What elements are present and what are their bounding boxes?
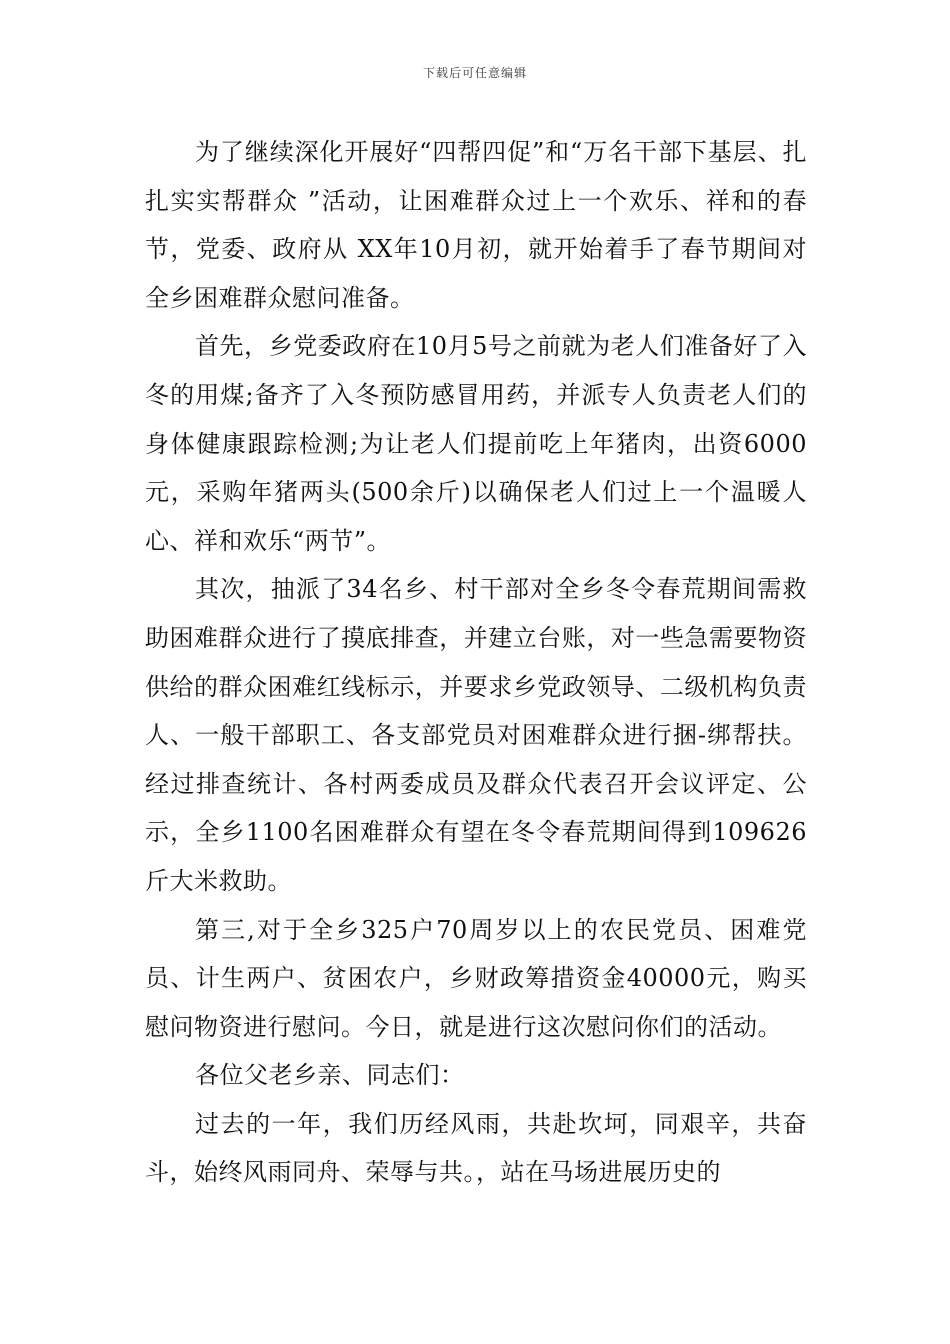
paragraph-second: 其次，抽派了34名乡、村干部对全乡冬令春荒期间需救助困难群众进行了摸底排查，并建立台账，对一些急需要物资供给的群众困难红线标示，并要求乡党政领导、二级机构负责人、一般干部职工、各支部党员对困难群众进行捆-绑帮扶。经过排查统计、各村两委成员及群众代表召开会议评定、公示，全乡1100名困难群众有望在冬令春荒期间得到109626斤大米救助。 [145,575,807,895]
page-header: 下载后可任意编辑 [422,66,527,80]
paragraph-first: 首先，乡党委政府在10月5号之前就为老人们准备好了入冬的用煤;备齐了入冬预防感冒用药，并派专人负责老人们的身体健康跟踪检测;为让老人们提前吃上年猪肉，出资6000元，采购年猪两头(500余斤)以确保老人们过上一个温暖人心、祥和欢乐“两节”。 [145,332,807,555]
paragraph-third: 第三,对于全乡325户70周岁以上的农民党员、困难党员、计生两户、贫困农户，乡财政筹措资金40000元，购买慰问物资进行慰问。今日，就是进行这次慰问你们的活动。 [145,915,807,1041]
paragraph-closing: 过去的一年，我们历经风雨，共赴坎坷，同艰辛，共奋斗，始终风雨同舟、荣辱与共。，站在马场进展历史的 [145,1109,807,1187]
paragraph-greeting: 各位父老乡亲、同志们： [195,1061,465,1090]
document-body [145,128,807,1197]
paragraph-intro: 为了继续深化开展好“四帮四促”和“万名干部下基层、扎扎实实帮群众 ”活动，让困难群众过上一个欢乐、祥和的春节，党委、政府从 XX年10月初，就开始着手了春节期间对全乡困难群众慰问准备。 [145,138,807,312]
